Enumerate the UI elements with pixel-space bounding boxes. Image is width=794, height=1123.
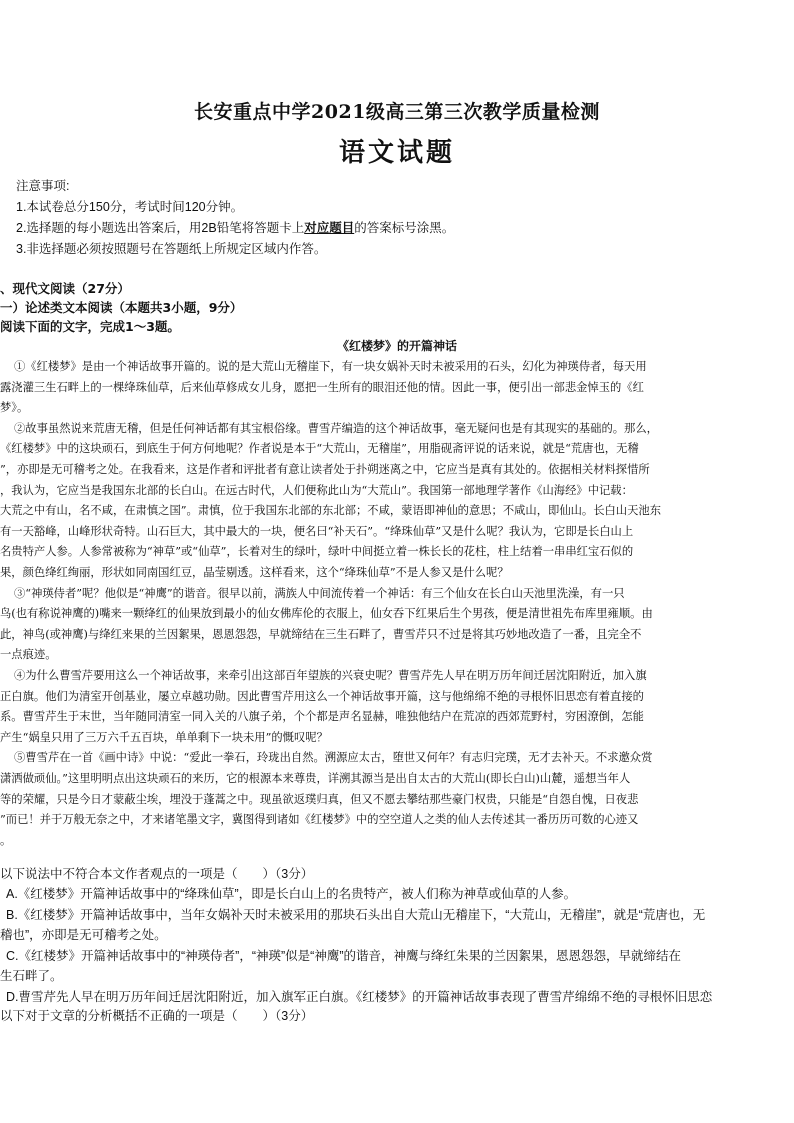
- article-line: ④为什么曹雪芹要用这么一个神话故事，来牵引出这部百年望族的兴衰史呢？曹雪芹先人早在明万历年间迁居沈阳附近，加入旗: [14, 669, 647, 682]
- question-1-option-d[interactable]: D.曹雪芹先人早在明万历年间迁居沈阳附近，加入旗军正白旗。《红楼梦》的开篇神话故事表现了曹雪芹绵绵不绝的寻根怀旧思恋: [6, 990, 713, 1004]
- article-line: 一点痕迹。: [0, 648, 57, 662]
- article-line: 大荒之中有山，名不咸，在肃慎之国”。肃慎，位于我国东北部的东北部；不咸，蒙语即神仙的意思；不咸山，即仙山。长白山天池东: [0, 504, 662, 518]
- article-line: 有一天豁峰，山峰形状奇特。山石巨大，其中最大的一块，便名曰“补天石”。“绛珠仙草”又是什么呢？我认为，它即是长白山上: [0, 524, 634, 538]
- question-2-stem: 以下对于文章的分析概括不正确的一项是（ ）（3分）: [0, 1009, 314, 1023]
- article-line: 名贵特产人参。人参常被称为“神草”或“仙草”，长着对生的绿叶，绿叶中间挺立着一株长长的花柱，柱上结着一串串红宝石似的: [0, 545, 634, 559]
- question-1-option-a[interactable]: A.《红楼梦》开篇神话故事中的“绛珠仙草”，即是长白山上的名贵特产，被人们称为神草或仙草的人参。: [6, 887, 577, 901]
- article-line: 等的荣耀，只是今日才蒙蔽尘埃，埋没于蓬蒿之中。现虽欲返璞归真，但又不愿去攀结那些豪门权贵，只能是“自怨自愧，日夜悲: [0, 792, 639, 806]
- article-line: 正白旗。他们为清室开创基业，屡立卓越功勋。因此曹雪芹用这么一个神话故事开篇，这与他绵绵不绝的寻根怀旧思恋有着直接的: [0, 689, 644, 703]
- article-line: ①《红楼梦》是由一个神话故事开篇的。说的是大荒山无稽崖下，有一块女娲补天时未被采用的石头，幻化为神瑛侍者，每天用: [14, 360, 647, 373]
- article-line: 鸟(也有称说神鹰的)嘴来一颗绛红的仙果放到最小的仙女佛库伦的衣服上，仙女吞下红果后生个男孩，便是清世祖先布库里雍顺。由: [0, 607, 653, 621]
- section-heading: 、现代文阅读（27分）: [0, 281, 130, 296]
- article-line: 果，颜色绛红绚丽，形状如同南国红豆，晶莹剔透。这样看来，这个“绛珠仙草”不是人参又是什么呢？: [0, 566, 509, 579]
- notice-item-1: 1.本试卷总分150分，考试时间120分钟。: [16, 200, 244, 214]
- article-line: 露浇灌三生石畔上的一棵绛珠仙草，后来仙草修成女儿身，愿把一生所有的眼泪还他的情。因此一事，便引出一部悲金悼玉的《红: [0, 380, 644, 394]
- article-line: ”而已！并于万般无奈之中，才来诸笔墨文字，冀图得到诸如《红楼梦》中的空空道人之类的仙人去传述其一番历历可数的心迹又: [0, 813, 639, 827]
- article-line: ③“神瑛侍者”呢？他似是“神鹰”的谐音。很早以前，满族人中间流传着一个神话：有三个仙女在长白山天池里洗澡，有一只: [14, 586, 625, 600]
- subsection-heading: 一）论述类文本阅读（本题共3小题，9分）: [0, 300, 243, 315]
- question-1-option-c[interactable]: C.《红楼梦》开篇神话故事中的“神瑛侍者”，“神瑛”似是“神鹰”的谐音，神鹰与绛红朱果的兰因絮果，恩恩怨怨，早就缔结在: [6, 949, 681, 963]
- question-1-stem: 以下说法中不符合本文作者观点的一项是（ ）（3分）: [0, 867, 314, 881]
- notice-item-2: [16, 218, 454, 236]
- question-1-option-b[interactable]: B.《红楼梦》开篇神话故事中，当年女娲补天时未被采用的那块石头出自大荒山无稽崖下，“大荒山，无稽崖”，就是“荒唐也，无: [6, 908, 706, 922]
- notice-item-2-pre: 2.选择题的每小题选出答案后，用2B铅笔将答题卡上: [16, 221, 305, 235]
- article-line: 。: [0, 833, 12, 847]
- article-line: 潇洒做顽仙。”这里明明点出这块顽石的来历，它的根源本来尊贵，详溯其源当是出自太古的大荒山(即长白山)山麓，遥想当年人: [0, 772, 631, 785]
- article-line: ”，亦即是无可稽考之处。在我看来，这是作者和评批者有意让读者处于扑朔迷离之中，它应当是真有其处的。依据相关材料探惜所: [0, 463, 650, 476]
- article-line: 此，神鸟(或神鹰)与绛红来果的兰因絮果，恩恩怨怨，早就缔结在三生石畔了，曹雪芹只不过是将其巧妙地改造了一番，且完全不: [0, 627, 642, 641]
- article-line: ，我认为，它应当是我国东北部的长白山。在远古时代，人们便称此山为“大荒山”。我国第一部地理学著作《山海经》中记载：: [0, 483, 633, 497]
- notice-item-2-post: 的答案标号涂黑。: [354, 221, 455, 235]
- exam-subject: 语文试题: [338, 138, 455, 168]
- notice-heading: 注意事项:: [16, 179, 70, 193]
- article-line: ②故事虽然说来荒唐无稽，但是任何神话都有其宝根俗缘。曹雪芹编造的这个神话故事，毫无疑问也是有其现实的基础的。那么，: [14, 421, 658, 435]
- article-title: 《红楼梦》的开篇神话: [336, 339, 457, 353]
- article-line: 系。曹雪芹生于末世，当年随同清室一同入关的八旗子弟，个个都是声名显赫，唯独他结户在荒凉的西郊荒野村，穷困潦倒，怎能: [0, 710, 644, 724]
- reading-instruction: 阅读下面的文字，完成1～3题。: [0, 319, 180, 334]
- notice-item-3: 3.非选择题必须按照题号在答题纸上所规定区域内作答。: [16, 242, 327, 256]
- article-line: ⑤曹雪芹在一首《画中诗》中说：“爱此一拳石，玲珑出自然。溯源应太古，堕世又何年？有志归完璞，无才去补天。不求邀众赏: [14, 751, 653, 765]
- question-1-option-c-cont: 生石畔了。: [0, 969, 63, 983]
- article-line: 《红楼梦》中的这块顽石，到底生于何方何地呢？作者说是本于“大荒山，无稽崖”，用脂砚斋评说的话来说，就是“荒唐也，无稽: [0, 442, 639, 456]
- notice-item-2-emphasis: 对应题目: [304, 221, 355, 235]
- article-line: 产生“娲皇只用了三万六千五百块，单单剩下一块未用”的慨叹呢？: [0, 730, 328, 744]
- question-1-option-b-cont: 稽也”，亦即是无可稽考之处。: [0, 928, 167, 942]
- exam-title: 长安重点中学2021级高三第三次教学质量检测: [194, 101, 600, 123]
- article-line: 梦》。: [0, 401, 29, 415]
